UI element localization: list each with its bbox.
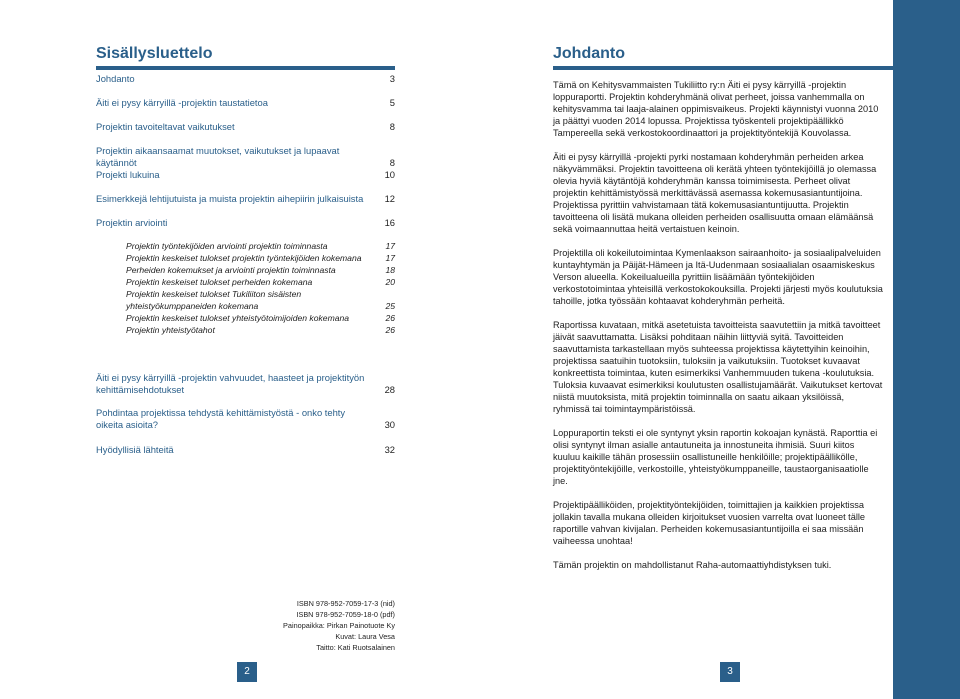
toc-entry[interactable]: Äiti ei pysy kärryillä -projektin vahvuudet, haasteet ja projektityön kehittämisehdotukset 28 xyxy=(96,372,395,395)
paragraph: Raportissa kuvataan, mitkä asetetuista tavoitteista saavutettiin ja mitkä tavoitteet jäivät saavuttamatta. Lisäksi pohditaan näihin liittyviä syitä. Tavoitteiden saavuttamista tarkastellaan myös suhteessa projektissa käytettyihin keinoihin, projektissa saatuihin tuotoksiin, tuloksiin ja vaikutuksiin. Tuotokset kuvaavat konkreettista toimintaa, kuten esimerkiksi Vanhemmuuden tukena -koulutuksia. Tuloksia kuvaavat esimerkiksi koulutusten osallistujamäärät. Vaikutukset kertovat niistä muutoksista, mitä projektin toiminnalla on saatu aikaan yksilöissä, ryhmissä tai toimintaympäristöissä. xyxy=(553,320,883,414)
toc-subentry[interactable]: Projektin yhteistyötahot 26 xyxy=(126,325,395,335)
section-title: Johdanto xyxy=(553,45,625,62)
toc-subentry[interactable]: Projektin keskeiset tulokset projektin työntekijöiden kokemana 17 xyxy=(126,253,395,263)
isbn-pdf: ISBN 978-952-7059-18-0 (pdf) xyxy=(296,610,395,619)
toc-entry[interactable]: Esimerkkejä lehtijutuista ja muista projektin aihepiirin julkaisuista 12 xyxy=(96,193,395,204)
toc-entry[interactable]: Projektin aikaansaamat muutokset, vaikutukset ja lupaavat käytännöt 8 xyxy=(96,145,395,168)
colophon xyxy=(240,598,395,653)
toc-entry[interactable]: Äiti ei pysy kärryillä -projektin taustatietoa 5 xyxy=(96,97,395,108)
toc-entry[interactable]: Projektin arviointi 16 xyxy=(96,217,395,228)
toc-subentry[interactable]: Projektin keskeiset tulokset Tukiliiton sisäisten yhteistyökumppaneiden kokemana 25 xyxy=(126,289,395,311)
toc-entry[interactable]: Hyödyllisiä lähteitä 32 xyxy=(96,444,395,455)
toc-subentry[interactable]: Projektin työntekijöiden arviointi projektin toiminnasta 17 xyxy=(126,241,395,251)
paragraph: Projektilla oli kokeilutoimintaa Kymenlaakson sairaanhoito- ja sosiaalipalveluiden kuntayhtymän ja Päijät-Hämeen ja Itä-Uudenmaan sosiaalialan osaamiskeskus Verson alueella. Kokeilualueilla pyrittiin lisäämään työntekijöiden verkostotoimintaa yhteisillä verkostokokouksilla. Projekti järjesti myös koulutuksia tahoille, jotka työssään kohtaavat kohderyhmän perheitä. xyxy=(553,248,883,306)
title-rule xyxy=(553,66,893,70)
right-page xyxy=(480,0,893,699)
paragraph: Projektipäälliköiden, projektityöntekijöiden, toimittajien ja kaikkien projektissa jollakin tavalla mukana olleiden kirjoitukset vuosien varrelta ovat luoneet tälle raportille vahvan kivijalan. Perheiden kokemusasiantuntijoilla ei saa missään vaiheessa unohtaa! xyxy=(553,500,866,546)
body-text xyxy=(553,79,883,583)
paragraph: Äiti ei pysy kärryillä -projekti pyrki nostamaan kohderyhmän perheiden arkea näkyvämmäksi. Projektin tavoitteena oli kerätä yhteen työntekijöillä jo olemassa olevia hyviä käytäntöjä kohderyhmän kanssa toimimisesta. Perheet olivat projektin kehittämistyössä merkittävässä asemassa kokemusasiantuntijoina. Projektissa pyrittiin vahvistamaan tätä kokemusasiantuntijuutta. Projektin tavoitteena oli lisätä mukana olleiden perheiden osallisuutta omaan elämäänsä sekä voimaannuttaa heitä vertaistuen keinoin. xyxy=(553,152,877,234)
isbn-print: ISBN 978-952-7059-17-3 (nid) xyxy=(296,599,395,608)
toc-entry[interactable]: Projekti lukuina 10 xyxy=(96,169,395,180)
page-number: 2 xyxy=(237,662,257,682)
toc-entry[interactable]: Projektin tavoiteltavat vaikutukset 8 xyxy=(96,121,395,132)
toc-subentry[interactable]: Projektin keskeiset tulokset perheiden kokemana 20 xyxy=(126,277,395,287)
printer: Painopaikka: Pirkan Painotuote Ky xyxy=(283,621,395,630)
paragraph: Tämä on Kehitysvammaisten Tukiliitto ry:n Äiti ei pysy kärryillä -projektin loppuraportti. Projektin kohderyhmänä olivat perheet, joissa vanhemmalla on kehitysvamma tai laaja-alainen oppimisvaikeus. Projekti käynnistyi vuonna 2010 ja päättyi vuoden 2014 lopussa. Projektissa työskenteli projektipäällikkö Tampereella sekä verkostokoordinaattori ja projektityöntekijä Kouvolassa. xyxy=(553,80,879,138)
toc-subentry[interactable]: Perheiden kokemukset ja arviointi projektin toiminnasta 18 xyxy=(126,265,395,275)
paragraph: Tämän projektin on mahdollistanut Raha-automaattiyhdistyksen tuki. xyxy=(553,560,832,570)
page-number: 3 xyxy=(720,662,740,682)
toc-title: Sisällysluettelo xyxy=(96,45,213,62)
paragraph: Loppuraportin teksti ei ole syntynyt yksin raportin kokoajan kynästä. Raporttia ei olisi syntynyt ilman asialle antautuneita ja innostuneita ihmisiä. Suuri kiitos kuuluu kaikille tähän prosessiin osallistuneille henkilöille; projektipäällikölle, projektityöntekijöille, verkostoille, yhteistyökumppaneille, taustaorganisaatiolle jne. xyxy=(553,428,878,486)
images-credit: Kuvat: Laura Vesa xyxy=(335,632,395,641)
layout-credit: Taitto: Kati Ruotsalainen xyxy=(316,643,395,652)
toc-subentry[interactable]: Projektin keskeiset tulokset yhteistyötoimijoiden kokemana 26 xyxy=(126,313,395,323)
title-rule xyxy=(96,66,395,70)
toc-entry[interactable]: Johdanto 3 xyxy=(96,73,395,84)
side-band xyxy=(893,0,960,699)
toc-entry[interactable]: Pohdintaa projektissa tehdystä kehittämistyöstä - onko tehty oikeita asioita? 30 xyxy=(96,407,395,430)
